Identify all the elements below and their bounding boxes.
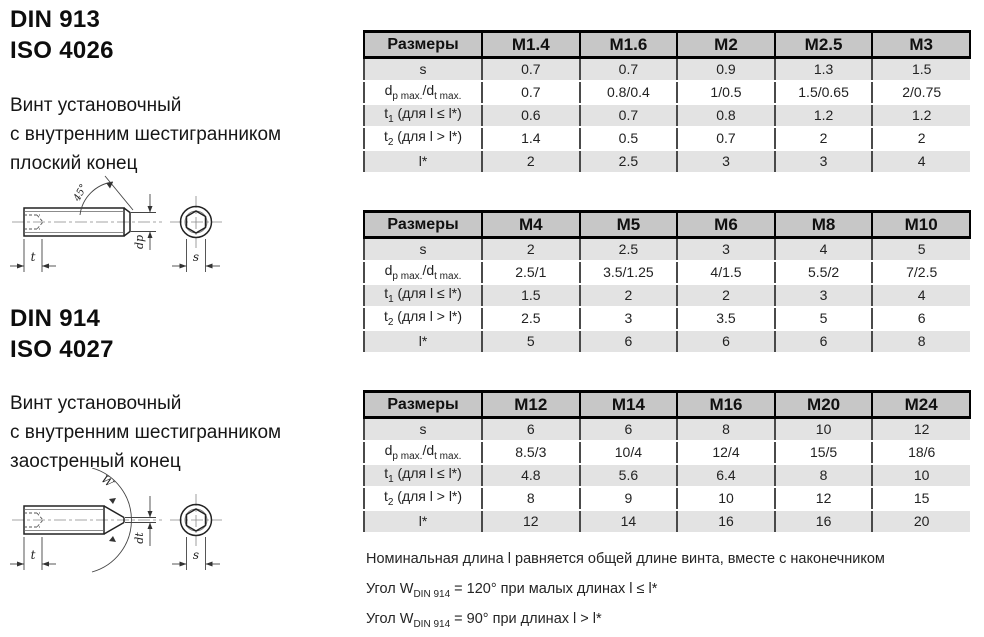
description-din913 xyxy=(10,91,281,178)
value-cell: 3.5 xyxy=(677,307,775,330)
header-cell-size-M1.6: M1.6 xyxy=(580,32,678,58)
table-header-row xyxy=(364,32,970,58)
table-row xyxy=(364,330,970,353)
value-cell: 8 xyxy=(677,418,775,441)
value-cell: 1.5 xyxy=(872,58,970,81)
value-cell: 20 xyxy=(872,510,970,533)
table-header-row xyxy=(364,212,970,238)
value-cell: 0.7 xyxy=(482,58,580,81)
value-cell: 1.4 xyxy=(482,127,580,150)
table-row xyxy=(364,464,970,487)
value-cell: 6.4 xyxy=(677,464,775,487)
table-row xyxy=(364,81,970,104)
value-cell: 0.6 xyxy=(482,104,580,127)
header-cell-size-M1.4: M1.4 xyxy=(482,32,580,58)
value-cell: 14 xyxy=(580,510,678,533)
header-cell-sizes: Размеры xyxy=(364,32,482,58)
header-cell-size-M6: M6 xyxy=(677,212,775,238)
value-cell: 6 xyxy=(872,307,970,330)
dimension-table-large-sizes xyxy=(363,390,971,534)
value-cell: 4 xyxy=(775,238,873,261)
angle-label: W xyxy=(98,472,116,490)
dimension-table xyxy=(363,210,971,354)
value-cell: 1.3 xyxy=(775,58,873,81)
value-cell: 12 xyxy=(872,418,970,441)
value-cell: 5.6 xyxy=(580,464,678,487)
value-cell: 1.5 xyxy=(482,284,580,307)
value-cell: 10 xyxy=(677,487,775,510)
value-cell: 6 xyxy=(580,418,678,441)
header-cell-size-M20: M20 xyxy=(775,392,873,418)
value-cell: 0.7 xyxy=(677,127,775,150)
value-cell: 4.8 xyxy=(482,464,580,487)
value-cell: 5.5/2 xyxy=(775,261,873,284)
value-cell: 2/0.75 xyxy=(872,81,970,104)
angle-note-90: Угол $W_{DIN 914} = 90^\circ$ при длинах l > l* xyxy=(366,610,602,630)
dim-t-label: t xyxy=(30,250,36,264)
value-cell: 6 xyxy=(580,330,678,353)
value-cell: 10/4 xyxy=(580,441,678,464)
set-screw-flat-point-drawing xyxy=(4,170,254,300)
description-line: Винт установочный xyxy=(10,393,182,414)
row-label: $t_2$ (для l > l*) xyxy=(364,487,482,510)
value-cell: 2 xyxy=(775,127,873,150)
value-cell: 5 xyxy=(872,238,970,261)
dimension-table xyxy=(363,30,971,174)
value-cell: 0.8 xyxy=(677,104,775,127)
value-cell: 1.5/0.65 xyxy=(775,81,873,104)
length-note: Номинальная длина l равняется общей длине винта, вместе с наконечником xyxy=(366,551,885,567)
value-cell: 1.2 xyxy=(872,104,970,127)
value-cell: 0.5 xyxy=(580,127,678,150)
value-cell: 0.7 xyxy=(580,58,678,81)
value-cell: 3 xyxy=(580,307,678,330)
standard-heading-din914 xyxy=(10,303,114,365)
dim-s-label: s xyxy=(192,548,200,562)
table-row xyxy=(364,261,970,284)
row-label: l* xyxy=(364,510,482,533)
row-label: $t_1$ (для l ≤ l*) xyxy=(364,284,482,307)
table-row xyxy=(364,127,970,150)
value-cell: 15 xyxy=(872,487,970,510)
value-cell: 2.5/1 xyxy=(482,261,580,284)
dimension-table-medium-sizes xyxy=(363,210,971,354)
row-label: $t_1$ (для l ≤ l*) xyxy=(364,464,482,487)
value-cell: 3 xyxy=(775,150,873,173)
value-cell: 15/5 xyxy=(775,441,873,464)
row-label: s xyxy=(364,238,482,261)
end-view xyxy=(170,196,222,248)
header-cell-size-M4: M4 xyxy=(482,212,580,238)
value-cell: 10 xyxy=(872,464,970,487)
header-cell-size-M3: M3 xyxy=(872,32,970,58)
value-cell: 2 xyxy=(872,127,970,150)
header-cell-size-M16: M16 xyxy=(677,392,775,418)
header-cell-size-M10: M10 xyxy=(872,212,970,238)
value-cell: 1.2 xyxy=(775,104,873,127)
din-number: DIN 914 xyxy=(10,305,101,332)
value-cell: 10 xyxy=(775,418,873,441)
header-cell-sizes: Размеры xyxy=(364,392,482,418)
iso-number: ISO 4027 xyxy=(10,336,114,363)
row-label: $d_{p max.}/d_{t max.}$ xyxy=(364,261,482,284)
value-cell: 16 xyxy=(677,510,775,533)
row-label: $t_2$ (для l > l*) xyxy=(364,307,482,330)
value-cell: 6 xyxy=(677,330,775,353)
value-cell: 0.7 xyxy=(482,81,580,104)
description-line: с внутренним шестигранником xyxy=(10,124,282,145)
dim-s-label: s xyxy=(192,250,200,264)
din-number: DIN 913 xyxy=(10,6,101,33)
description-line: Винт установочный xyxy=(10,95,182,116)
header-cell-size-M24: M24 xyxy=(872,392,970,418)
header-cell-sizes: Размеры xyxy=(364,212,482,238)
dim-dt-label: dt xyxy=(133,532,146,544)
row-label: l* xyxy=(364,150,482,173)
header-cell-size-M2.5: M2.5 xyxy=(775,32,873,58)
value-cell: 12 xyxy=(482,510,580,533)
socket-depth-dimension xyxy=(10,239,56,272)
value-cell: 8 xyxy=(482,487,580,510)
table-row xyxy=(364,510,970,533)
description-din914 xyxy=(10,389,281,476)
header-cell-size-M12: M12 xyxy=(482,392,580,418)
row-label: s xyxy=(364,58,482,81)
value-cell: 0.8/0.4 xyxy=(580,81,678,104)
value-cell: 8.5/3 xyxy=(482,441,580,464)
set-screw-cone-point-drawing xyxy=(4,468,254,598)
table-row xyxy=(364,284,970,307)
header-cell-size-M8: M8 xyxy=(775,212,873,238)
description-line: заостренный конец xyxy=(10,451,181,472)
tip-diameter-dimension xyxy=(125,496,156,546)
row-label: s xyxy=(364,418,482,441)
value-cell: 16 xyxy=(775,510,873,533)
table-row xyxy=(364,238,970,261)
value-cell: 4/1.5 xyxy=(677,261,775,284)
table-row xyxy=(364,104,970,127)
angle-note-120: Угол $W_{DIN 914} = 120^\circ$ при малых длинах l ≤ l* xyxy=(366,581,658,600)
dimension-table xyxy=(363,390,971,534)
header-cell-size-M14: M14 xyxy=(580,392,678,418)
dimension-table-small-sizes xyxy=(363,30,971,174)
description-line: с внутренним шестигранником xyxy=(10,422,282,443)
angle-label: 45° xyxy=(71,182,90,204)
value-cell: 12/4 xyxy=(677,441,775,464)
dim-dp-label: dp xyxy=(133,234,146,250)
value-cell: 8 xyxy=(872,330,970,353)
value-cell: 4 xyxy=(872,284,970,307)
value-cell: 5 xyxy=(775,307,873,330)
row-label: $d_{p max.}/d_{t max.}$ xyxy=(364,81,482,104)
value-cell: 2 xyxy=(677,284,775,307)
value-cell: 1/0.5 xyxy=(677,81,775,104)
value-cell: 3 xyxy=(775,284,873,307)
value-cell: 6 xyxy=(775,330,873,353)
value-cell: 6 xyxy=(482,418,580,441)
value-cell: 4 xyxy=(872,150,970,173)
table-header-row xyxy=(364,392,970,418)
value-cell: 8 xyxy=(775,464,873,487)
value-cell: 5 xyxy=(482,330,580,353)
value-cell: 2.5 xyxy=(580,238,678,261)
value-cell: 0.9 xyxy=(677,58,775,81)
row-label: $t_2$ (для l > l*) xyxy=(364,127,482,150)
iso-number: ISO 4026 xyxy=(10,37,114,64)
value-cell: 7/2.5 xyxy=(872,261,970,284)
dim-t-label: t xyxy=(30,548,36,562)
table-row xyxy=(364,307,970,330)
value-cell: 2.5 xyxy=(580,150,678,173)
value-cell: 3 xyxy=(677,238,775,261)
value-cell: 9 xyxy=(580,487,678,510)
value-cell: 2 xyxy=(482,238,580,261)
header-cell-size-M5: M5 xyxy=(580,212,678,238)
table-row xyxy=(364,150,970,173)
value-cell: 3 xyxy=(677,150,775,173)
value-cell: 2.5 xyxy=(482,307,580,330)
row-label: $t_1$ (для l ≤ l*) xyxy=(364,104,482,127)
table-row xyxy=(364,418,970,441)
value-cell: 0.7 xyxy=(580,104,678,127)
description-line: плоский конец xyxy=(10,153,138,174)
socket-depth-dimension xyxy=(10,537,56,570)
value-cell: 2 xyxy=(580,284,678,307)
value-cell: 3.5/1.25 xyxy=(580,261,678,284)
row-label: l* xyxy=(364,330,482,353)
table-row xyxy=(364,441,970,464)
value-cell: 2 xyxy=(482,150,580,173)
standard-heading-din913 xyxy=(10,4,114,66)
table-row xyxy=(364,58,970,81)
row-label: $d_{p max.}/d_{t max.}$ xyxy=(364,441,482,464)
end-view xyxy=(170,494,222,546)
header-cell-size-M2: M2 xyxy=(677,32,775,58)
value-cell: 18/6 xyxy=(872,441,970,464)
table-row xyxy=(364,487,970,510)
value-cell: 12 xyxy=(775,487,873,510)
